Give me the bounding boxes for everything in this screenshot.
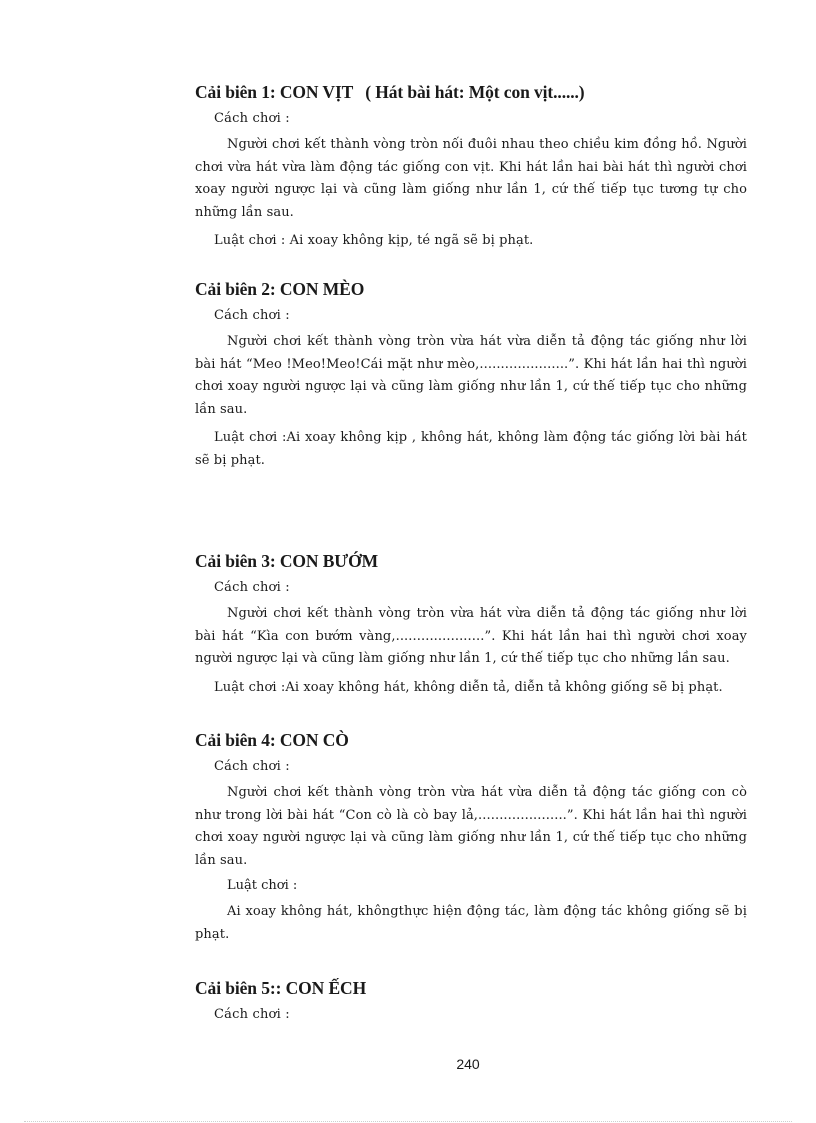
heading-label: Cải biên 4: (195, 730, 276, 750)
how-to-play-text: Người chơi kết thành vòng tròn nối đuôi nhau theo chiều kim đồng hồ. Người chơi vừa hát vừa làm động tác giống con vịt. Khi hát lần hai bài hát thì người chơi xoay người ngược lại và cũng làm giống như lần 1, cứ thế tiếp tục tương tự cho những lần sau. (195, 137, 747, 220)
rule-text: Luật chơi :Ai xoay không hát, không diễn tả, diễn tả không giống sẽ bị phạt. (214, 679, 723, 695)
heading-label: Cải biên 5:: (195, 978, 282, 998)
heading-label: Cải biên 3: (195, 551, 276, 571)
rule-label: Luật chơi : (227, 878, 298, 893)
rule-text: Luật chơi :Ai xoay không kịp , không hát, không làm động tác giống lời bài hát sẽ bị phạt. (195, 430, 747, 468)
how-to-play-label: Cách chơi : (214, 1007, 290, 1022)
section-5 (195, 978, 747, 1030)
section-heading (195, 551, 747, 572)
how-to-play-text: Người chơi kết thành vòng tròn vừa hát vừa diễn tả động tác giống như lời bài hát “Meo !Meo!Meo!Cái mặt như mèo,.....................”. Khi hát lần hai thì người chơi xoay người ngược lại và cũng làm giống như lần 1, cứ thế tiếp tục cho những lần sau. (195, 334, 747, 417)
rule-text: Ai xoay không hát, khôngthực hiện động tác, làm động tác không giống sẽ bị phạt. (195, 904, 747, 942)
how-to-play-label: Cách chơi : (214, 111, 290, 126)
heading-label: Cải biên 2: (195, 279, 276, 299)
heading-title: CON BƯỚM (279, 551, 379, 571)
how-to-play-text: Người chơi kết thành vòng tròn vừa hát vừa diễn tả động tác giống con cò như trong lời bài hát “Con cò là cò bay lả,.....................”. Khi hát lần hai thì người chơi xoay người ngược lại và cũng làm giống như lần 1, cứ thế tiếp tục cho những lần sau. (195, 785, 747, 868)
section-4 (195, 730, 747, 952)
section-1 (195, 82, 747, 253)
heading-title: CON MÈO (279, 279, 365, 299)
heading-title: CON CÒ (279, 730, 349, 750)
rule-text: Luật chơi : Ai xoay không kịp, té ngã sẽ bị phạt. (214, 233, 534, 248)
heading-note: ( Hát bài hát: Một con vịt......) (365, 82, 585, 102)
page-bottom-divider (24, 1121, 792, 1122)
section-heading (195, 82, 747, 103)
heading-label: Cải biên 1: (195, 82, 276, 102)
heading-title: CON VỊT (279, 82, 353, 102)
section-2 (195, 279, 747, 472)
section-heading (195, 279, 747, 300)
how-to-play-label: Cách chơi : (214, 759, 290, 774)
how-to-play-label: Cách chơi : (214, 308, 290, 323)
how-to-play-label: Cách chơi : (214, 580, 290, 595)
page-number: 240 (456, 1056, 480, 1072)
section-heading (195, 978, 747, 999)
section-heading (195, 730, 747, 751)
how-to-play-text: Người chơi kết thành vòng tròn vừa hát vừa diễn tả động tác giống như lời bài hát “Kìa con bướm vàng,.....................”. Khi hát lần hai thì người chơi xoay người ngược lại và cũng làm giống như lần 1, cứ thế tiếp tục cho những lần sau. (195, 606, 747, 666)
heading-title: CON ẾCH (285, 978, 367, 998)
section-3 (195, 551, 747, 699)
